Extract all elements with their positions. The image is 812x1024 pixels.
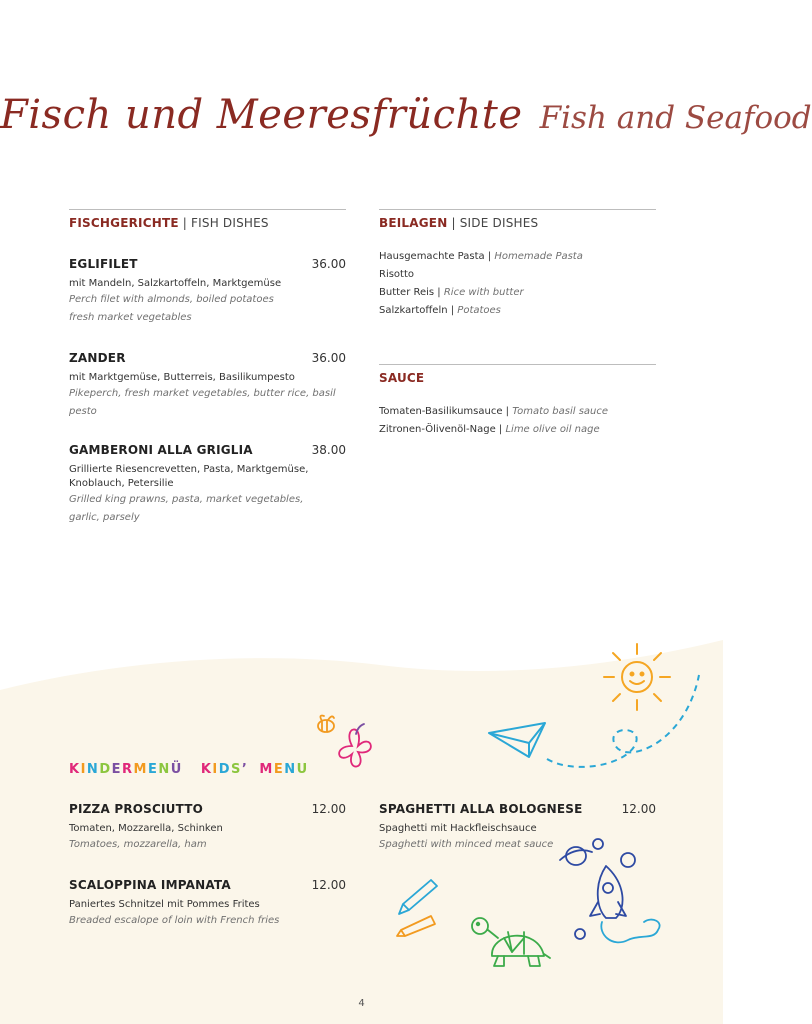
dish-description-de: Knoblauch, Petersilie	[69, 478, 174, 489]
item-en: Tomato basil sauce	[512, 406, 609, 417]
menu-item-eglifilet	[69, 257, 346, 327]
title-german: Fisch und Meeresfrüchte	[0, 92, 523, 138]
sauce-section	[379, 364, 656, 439]
item-separator: |	[495, 424, 506, 435]
kids-title-letter: E	[111, 762, 122, 777]
title-english: Fish and Seafood	[539, 100, 812, 136]
dish-description-de: mit Marktgemüse, Butterreis, Basilikumpesto	[69, 372, 295, 383]
list-item	[379, 403, 656, 421]
fish-heading-de: FISCHGERICHTE	[69, 216, 179, 230]
kids-title-de	[69, 762, 183, 777]
list-item	[379, 266, 656, 284]
dish-name: GAMBERONI ALLA GRIGLIA	[69, 443, 253, 457]
item-separator: |	[447, 305, 458, 316]
kids-title-letter: E	[147, 762, 159, 777]
dish-description-en: Grilled king prawns, pasta, market vegetables,	[69, 494, 304, 505]
dish-price: 12.00	[311, 878, 346, 892]
kids-title-letter: S	[231, 762, 242, 777]
kids-title-letter: U	[296, 762, 309, 777]
side-dishes-section	[379, 209, 656, 320]
item-en: Homemade Pasta	[494, 251, 583, 262]
dish-price: 38.00	[311, 443, 346, 457]
side-dishes-list	[379, 248, 656, 320]
dish-name: ZANDER	[69, 351, 126, 365]
dish-description-en: Tomatoes, mozzarella, ham	[69, 839, 207, 850]
item-separator: |	[434, 287, 444, 298]
item-separator: |	[502, 406, 513, 417]
menu-item-zander	[69, 351, 346, 421]
page-number: 4	[358, 998, 365, 1009]
dish-description-en: Pikeperch, fresh market vegetables, butter rice, basil pesto	[69, 388, 336, 417]
kids-title-letter: D	[218, 762, 232, 777]
dish-description-de: Paniertes Schnitzel mit Pommes Frites	[69, 899, 260, 910]
kids-title-letter: M	[259, 762, 274, 777]
item-de: Risotto	[379, 269, 415, 280]
dish-description-en: Perch filet with almonds, boiled potatoes	[69, 294, 274, 305]
sauce-list	[379, 403, 656, 439]
dish-price: 36.00	[311, 351, 346, 365]
item-de: Zitronen-Ölivenöl-Nage	[379, 424, 496, 435]
list-item	[379, 302, 656, 320]
fish-dishes-heading	[69, 209, 346, 230]
side-dishes-heading	[379, 209, 656, 230]
kids-title-letter: N	[158, 762, 171, 777]
dish-description-en: fresh market vegetables	[69, 312, 192, 323]
fish-dishes-section	[69, 209, 346, 527]
dish-description-de: Spaghetti mit Hackfleischsauce	[379, 823, 537, 834]
side-heading-de: BEILAGEN	[379, 216, 448, 230]
menu-item-pizza-prosciutto	[69, 802, 346, 854]
kids-title-letter: N	[86, 762, 100, 777]
kids-title-letter: R	[122, 762, 134, 777]
sauce-heading	[379, 364, 656, 385]
dish-description-de: Grillierte Riesencrevetten, Pasta, Marktgemüse,	[69, 464, 309, 475]
list-item	[379, 248, 656, 266]
fish-heading-en: FISH DISHES	[191, 216, 269, 230]
dish-price: 12.00	[621, 802, 656, 816]
kids-title-en-2	[259, 762, 308, 777]
kids-title-letter: I	[80, 762, 87, 777]
kids-title-letter: I	[212, 762, 219, 777]
heading-separator: |	[451, 216, 456, 230]
item-en: Lime olive oil nage	[505, 424, 600, 435]
kids-dishes-left	[69, 802, 346, 930]
kids-title-letter: E	[273, 762, 285, 777]
dish-description-en: garlic, parsely	[69, 512, 140, 523]
menu-item-gamberoni	[69, 443, 346, 527]
item-en: Rice with butter	[443, 287, 524, 298]
list-item	[379, 421, 656, 439]
sauce-heading-text: SAUCE	[379, 371, 425, 385]
paper-plane-icon	[485, 665, 710, 775]
kids-title-en-1	[201, 762, 249, 777]
item-separator: |	[484, 251, 495, 262]
dish-name: SPAGHETTI ALLA BOLOGNESE	[379, 802, 583, 816]
list-item	[379, 284, 656, 302]
kids-title-letter: K	[200, 762, 213, 777]
heading-separator: |	[182, 216, 188, 230]
dish-price: 36.00	[311, 257, 346, 271]
item-de: Salzkartoffeln	[379, 305, 448, 316]
crayons-icon	[395, 874, 447, 936]
dish-name: PIZZA PROSCIUTTO	[69, 802, 204, 816]
bee-and-butterfly-icon	[312, 712, 378, 778]
kids-title-letter: K	[69, 762, 81, 777]
menu-item-scaloppina-impanata	[69, 878, 346, 930]
dish-price: 12.00	[311, 802, 346, 816]
kids-title-letter: N	[284, 762, 297, 777]
item-de: Hausgemachte Pasta	[379, 251, 485, 262]
dish-description-de: Tomaten, Mozzarella, Schinken	[69, 823, 223, 834]
dish-name: SCALOPPINA IMPANATA	[69, 878, 231, 892]
kids-title-letter: ’	[241, 762, 249, 777]
turtle-icon	[468, 912, 552, 972]
dish-description-en: Breaded escalope of loin with French fries	[69, 915, 280, 926]
item-de: Butter Reis	[379, 287, 435, 298]
rocket-and-planet-icon	[558, 836, 673, 954]
kids-title-letter: Ü	[170, 762, 183, 777]
page-title	[0, 92, 812, 138]
kids-menu-title	[69, 762, 309, 777]
dish-description-de: mit Mandeln, Salzkartoffeln, Marktgemüse	[69, 278, 282, 289]
dish-name: EGLIFILET	[69, 257, 138, 271]
item-de: Tomaten-Basilikumsauce	[379, 406, 503, 417]
kids-title-letter: M	[133, 762, 148, 777]
dish-description-en: Spaghetti with minced meat sauce	[379, 839, 554, 850]
kids-title-letter: D	[99, 762, 112, 777]
side-heading-en: SIDE DISHES	[459, 216, 539, 230]
item-en: Potatoes	[457, 305, 501, 316]
